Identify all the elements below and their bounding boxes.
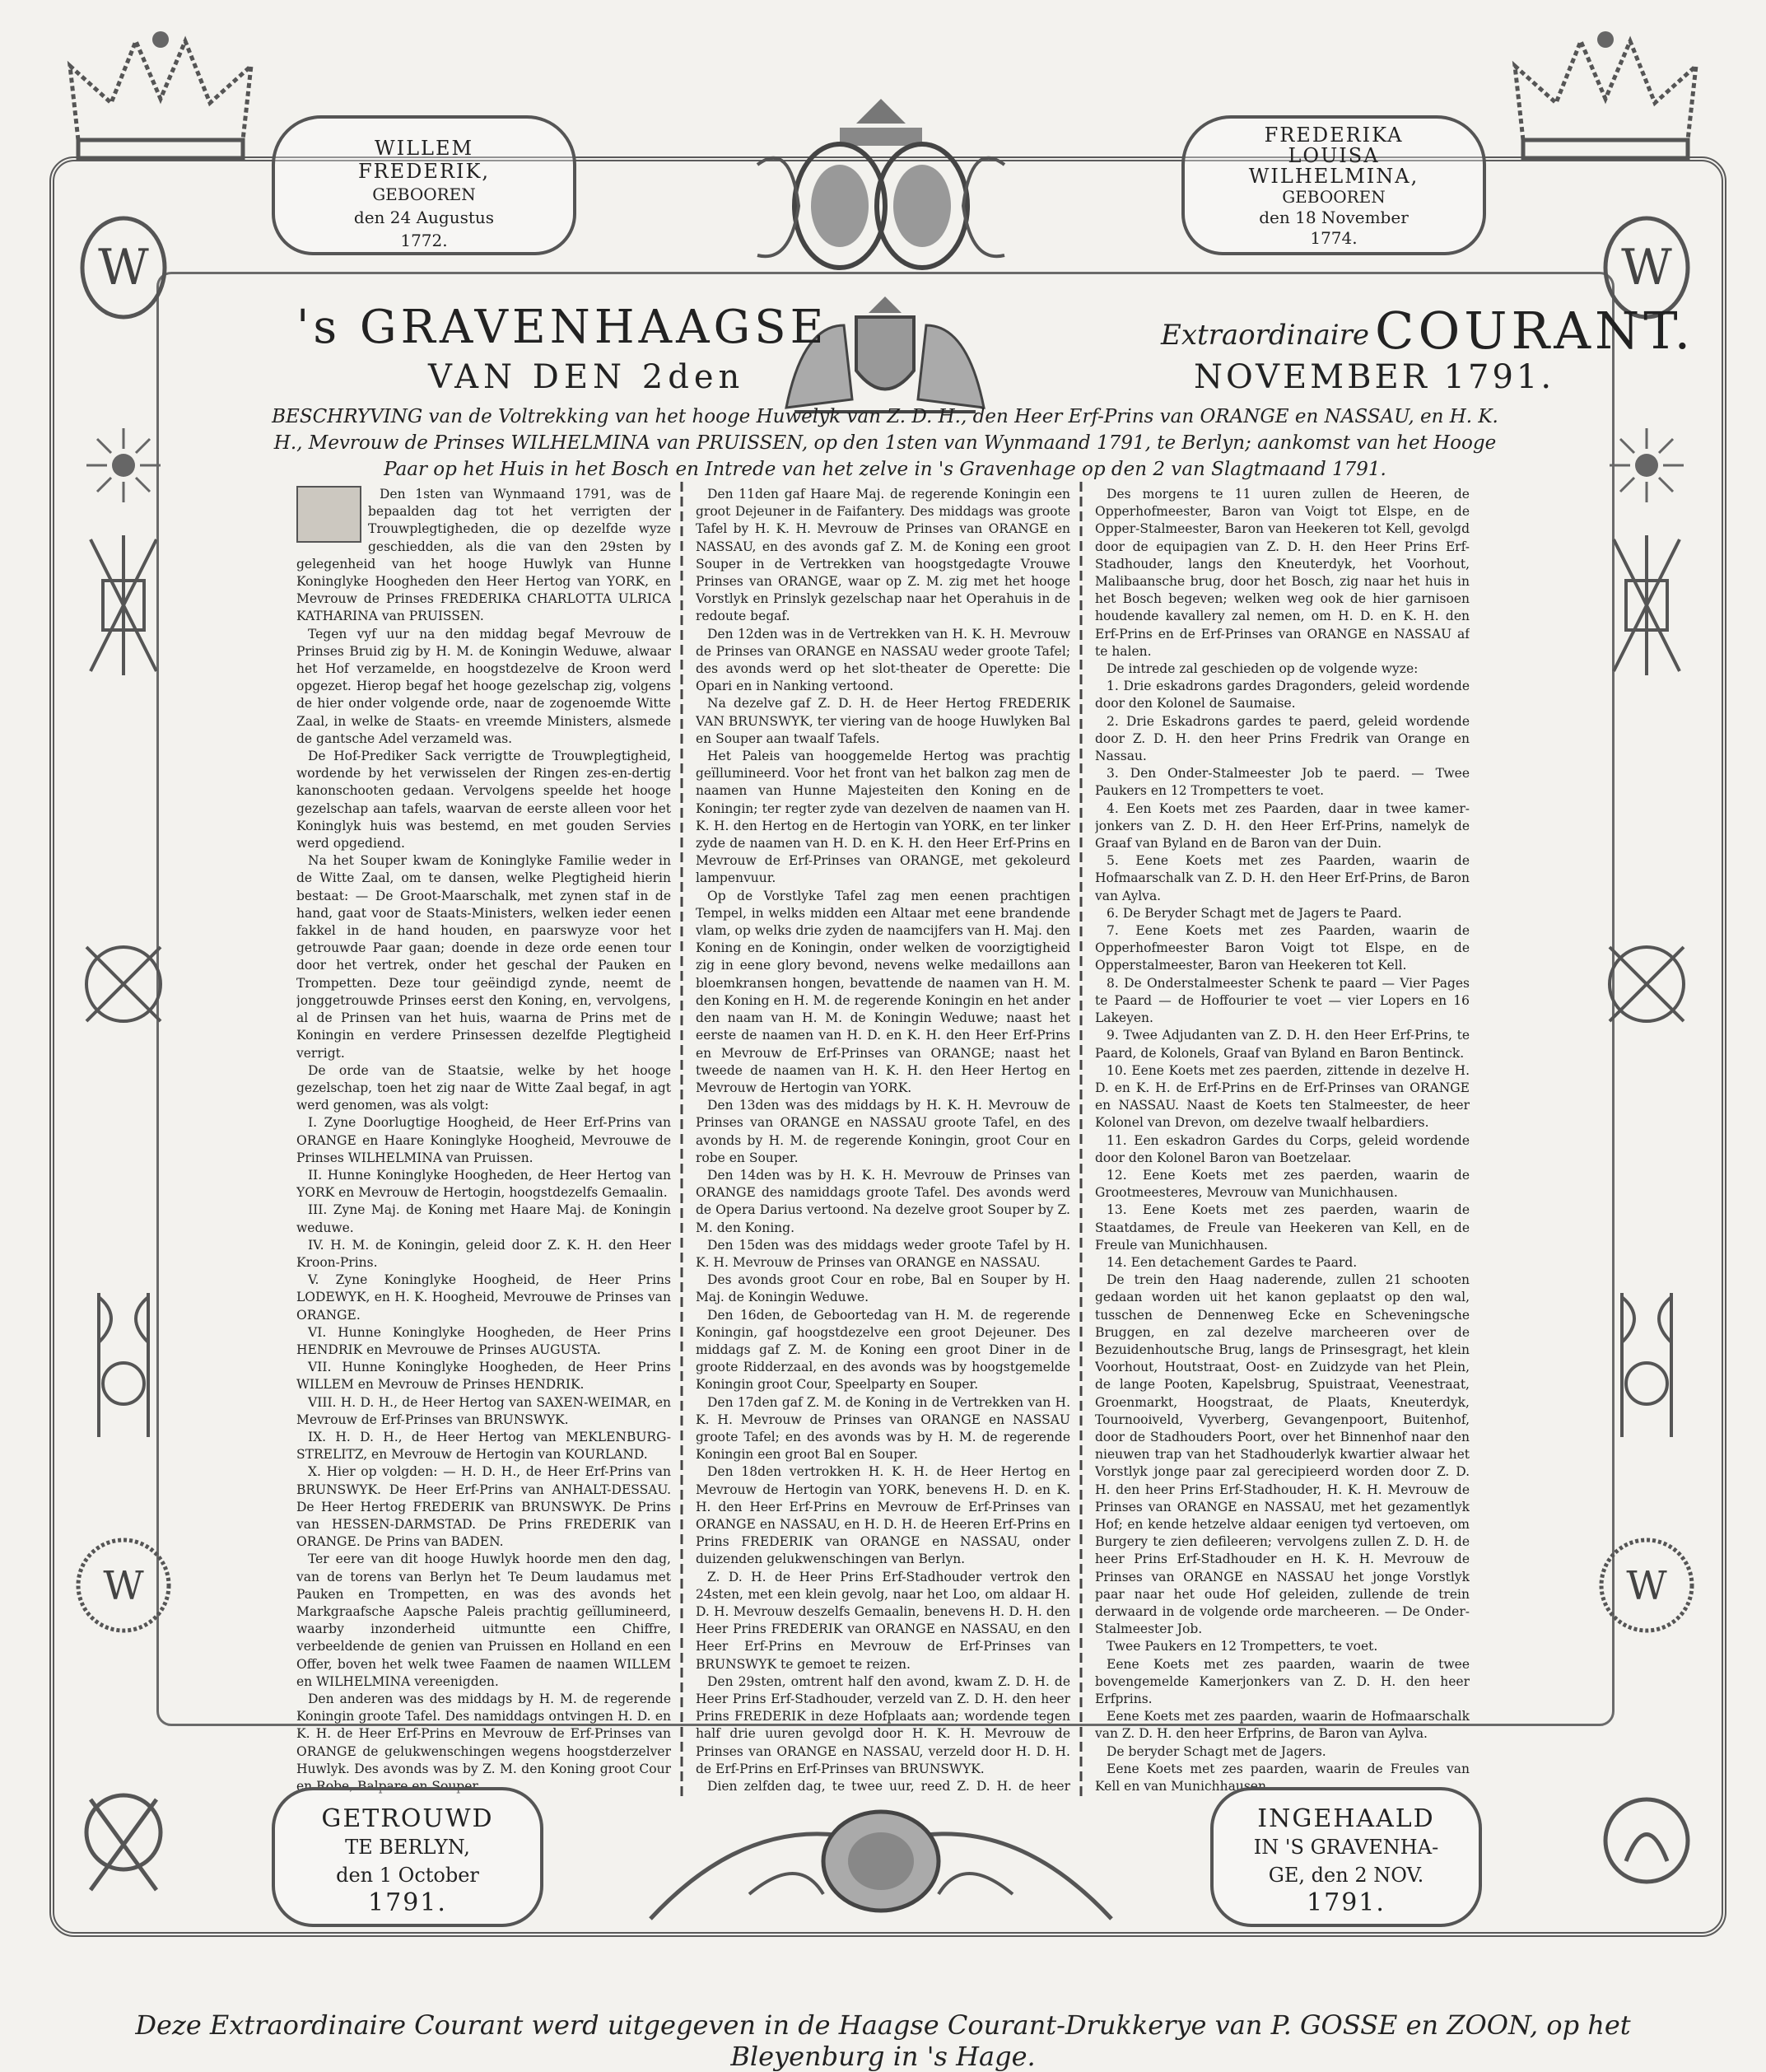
monogram-medallion-icon [70,1507,177,1664]
paragraph: VI. Hunne Koninglyke Hoogheden, de Heer Prins HENDRIK en Mevrouwe de Prinses AUGUSTA. [296,1324,671,1357]
column-paragraphs [696,486,1070,1795]
paragraph: 12. Eene Koets met zes paerden, waarin de Grootmeesteres, Mevrouw van Munichhausen. [1095,1167,1470,1201]
svg-text:W: W [1621,239,1672,296]
paragraph: 1. Drie eskadrons gardes Dragonders, geleid wordende door den Kolonel de Saumaise. [1095,679,1470,712]
sunburst-icon [1593,387,1700,544]
paragraph: IV. H. M. de Koningin, geleid door Z. K. H. den Heer Kroon-Prins. [296,1237,671,1270]
musical-trophy-icon [70,906,177,1062]
paragraph: X. Hier op volgden: — H. D. H., de Heer Erf-Prins van BRUNSWYK. De Heer Erf-Prins van ANHALT-DESSAU. De Heer Hertog FREDERIK van BRUNSWYK. De Prins van HESSEN-DARMSTAD. De Prins FREDERIK van ORANGE. De Prins van BADEN. [296,1464,671,1550]
paragraph: Den 15den was des middags weder groote Tafel by H. K. H. Mevrouw de Prinses van ORANGE en NASSAU. [696,1237,1070,1270]
cartouche-line: 1774. [1310,228,1358,248]
groom-cartouche [272,115,576,255]
paragraph: 10. Eene Koets met zes paerden, zittende in dezelve H. D. en K. H. de Erf-Prins en de Erf-Prinses van ORANGE en NASSAU. Naast de Koets ten Stalmeester, de heer Kolonel van Drevon, om dezelve twaalf helbardiers. [1095,1062,1470,1131]
paragraph: Den 18den vertrokken H. K. H. de Heer Hertog en Mevrouw de Hertogin van YORK, benevens H. D. en K. H. den Heer Erf-Prins en Mevrouw de Erf-Prinses van ORANGE en NASSAU, en H. D. H. de Heeren Erf-Prins en Prins FREDERIK van ORANGE en NASSAU, onder duizenden gelukwenschingen van Berlyn. [696,1464,1070,1567]
paragraph: Na dezelve gaf Z. D. H. de Heer Hertog FREDERIK VAN BRUNSWYK, ter viering van de hooge Huwlyken Bal en Souper aan twaalf Tafels. [696,696,1070,746]
paragraph: 4. Een Koets met zes Paarden, daar in twee kamer-jonkers van Z. D. H. den Heer Erf-Prins, namelyk de Graaf van Byland en de Baron van der Duin. [1095,800,1470,852]
cartouche-line: IN 'S GRAVENHA- [1253,1836,1439,1859]
cartouche-line: LOUISA [1288,144,1380,167]
paragraph: Dien zelfden dag, te twee uur, reed Z. D. H. de heer [707,1779,1070,1794]
paragraph: De orde van de Staatsie, welke by het hooge gezelschap, toen het zig naar de Witte Zaal begaf, in agt werd genomen, was als volgt: [296,1062,671,1113]
paragraph: Na het Souper kwam de Koninglyke Familie weder in de Witte Zaal, om te dansen, welke Plegtigheid hierin bestaat: — De Groot-Maarschalk, met zynen staf in de hand, gaat voor de Staats-Ministers, welken ieder eenen fakkel in de hand houden, en paarswyze voor het getrouwde Paar gaan; doende in deze orde eenen tour door het vertrek, onder het geschal der Pauken en Trompetten. Deze tour geëindigd zynde, neemt de jonggetrouwde Prinses eerst den Koning, en, vervolgens, al de Prinsen van het huis, waarna de Prins met de Koningin en verdere Prinsessen dezelfde Plegtigheid verrigt. [296,853,671,1061]
text-column-3 [1095,486,1470,1795]
cartouche-line: INGEHAALD [1257,1804,1435,1833]
cartouche-line: FREDERIK, [357,160,491,183]
paragraph: Den anderen was des middags by H. M. de regerende Koningin groote Tafel. Des namiddags ontvingen H. D. en K. H. de Heer Erf-Prins en Mevrouw de Erf-Prinses van ORANGE de gelukwenschingen wegens hoogstderzelver Huwlyk. Des avonds was by Z. M. den Koning groot Cour en Robe, Balpare en Souper. [296,1692,671,1794]
paragraph: Den 16den, de Geboortedag van H. M. de regerende Koningin, gaf hoogstdezelve een groot Dejeuner. Des middags gaf Z. M. de Koning een groot Diner in de groote Ridderzaal, en des avonds was by hoogstgemelde Koningin groot Cour, Speelparty en Souper. [696,1307,1070,1393]
flags-trophy-icon [70,1285,177,1441]
cartouche-line: WILHELMINA, [1248,165,1419,188]
masthead-title-left: 's GRAVENHAAGSE [296,301,828,354]
paragraph: Den 12den was in de Vertrekken van H. K. H. Mevrouw de Prinses van ORANGE en NASSAU weder groote Tafel; des avonds werd op het slot-theater de Operette: Die Opari en in Nanking vertoond. [696,626,1070,694]
svg-text:W: W [98,239,149,296]
paragraph: I. Zyne Doorlugtige Hoogheid, de Heer Erf-Prins van ORANGE en Haare Koninglyke Hoogheid, Mevrouwe de Prinses WILHELMINA van Pruissen. [296,1115,671,1165]
flags-trophy-icon [1593,1285,1700,1441]
paragraph: 14. Een detachement Gardes te Paard. [1107,1254,1358,1270]
column-divider [678,482,686,1799]
masthead-extraordinaire: Extraordinaire [1161,319,1369,352]
cartouche-line: 1791. [1307,1888,1386,1917]
paragraph: 13. Eene Koets met zes paerden, waarin de Staatdames, de Freule van Heekeren van Kell, en de Freule van Munichhausen. [1095,1202,1470,1253]
paragraph: De beryder Schagt met de Jagers. [1107,1743,1326,1759]
paragraph: Den 1sten van Wynmaand 1791, was de bepaalden dag tot het verrigten der Trouwplegtigheden, die op dezelfde wyze geschiedden, als die van den 29sten by gelegenheid van het hooge Huwlyk van Hunne Koninglyke Hoogheden den Heer Hertog van YORK, en Mevrouw de Prinses FREDERIKA CHARLOTTA ULRICA KATHARINA van PRUISSEN. [296,487,671,624]
coat-of-arms-icon [741,91,1021,296]
masthead-date-right: NOVEMBER 1791. [1194,358,1555,396]
paragraph: III. Zyne Maj. de Koning met Haare Maj. de Koningin weduwe. [296,1202,671,1235]
entry-cartouche [1210,1787,1482,1927]
paragraph: Eene Koets met zes paarden, waarin de Freules van Kell en van Munichhausen. [1095,1761,1470,1794]
cartouche-line: den 1 October [336,1864,479,1887]
paragraph: Ter eere van dit hooge Huwlyk hoorde men den dag, van de torens van Berlyn het Te Deum laudamus met Pauken en Trompetten, en was des avonds het Markgraafsche Aapsche Paleis prachtig geïllumineerd, waarby inzonderheid uitmuntte een Chiffre, verbeeldende de genien van Pruissen en Holland en een Offer, boven het welk twee Faamen de naamen WILLEM en WILHELMINA vereenigden. [296,1552,671,1689]
allegorical-ornament-icon [634,1771,1128,1935]
paragraph: 3. Den Onder-Stalmeester Job te paerd. — Twee Paukers en 12 Trompetters te voet. [1095,766,1470,799]
paragraph: Des morgens te 11 uuren zullen de Heeren, de Opperhofmeester, Baron van Voigt tot Elspe, en de Opper-Stalmeester, Baron van Heekeren tot Kell, gevolgd door de equipagien van Z. D. H. den Heer Prins Erf-Stadhouder, langs den Kneuterdyk, het Voorhout, Malibaansche brug, door het Bosch, zig naar het huis in het Bosch begeven; welken weg ook de hier garnisoen houdende kavallery zal nemen, om H. D. en K. H. den Erf-Prins en de Erf-Prinses van ORANGE en NASSAU af te halen. [1095,487,1470,659]
sunburst-icon [70,387,177,544]
svg-text:W: W [1626,1563,1667,1609]
cartouche-line: GEBOOREN [372,184,476,204]
paragraph: Op de Vorstlyke Tafel zag men eenen prachtigen Tempel, in welks midden een Altaar met eene brandende vlam, op welks drie zyden de naamcijfers van H. Maj. den Koning en de Koningin, onder welken de voorzigtigheid zig in eene glory bevond, nevens welke medaillons aan bloemkransen hongen, bevattende de naamen van H. M. den Koning en H. M. de regerende Koningin en het ander den naam van H. M. de Koningin Weduwe; naast het eerste de naamen van H. D. en K. H. den Heer Erf-Prins en Mevrouw de Erf-Prinses van ORANGE; naast het tweede de naamen van H. K. H. den Heer Hertog en Mevrouw de Hertogin van YORK. [696,888,1070,1095]
paragraph: 11. Een eskadron Gardes du Corps, geleid wordende door den Kolonel Baron van Boetzelaar. [1095,1132,1470,1165]
article-subtitle: BESCHRYVING van de Voltrekking van het hooge Huwelyk van Z. D. H., den Heer Erf-Prins van ORANGE en NASSAU, en H. K. H., Mevrouw de Prinses WILHELMINA van PRUISSEN, op den 1sten van Wynmaand 1791, te Berlyn; aankomst van het Hooge Paar op het Huis in het Bosch en Intrede van het zelve in 's Gravenhage op den 2 van Slagtmaand 1791. [272,406,1498,480]
crown-icon [1507,25,1704,165]
paragraph: IX. H. D. H., de Heer Hertog van MEKLENBURG-STRELITZ, en Mevrouw de Hertogin van KOURLAND. [296,1429,671,1463]
text-column-1 [296,486,671,1795]
paragraph: De trein den Haag naderende, zullen 21 schooten gedaan worden uit het kanon geplaatst op den wal, tusschen de Dennenweg Ecke en Scheveningsche Bruggen, en zal dezelve marcheeren over de Bezuidenhoutsche Brug, langs de Prinsesgragt, het klein Voorhout, Houtstraat, Oost- en Zuidzyde van het Plein, de lange Pooten, Kapelsbrug, Spuistraat, Veenestraat, Groenmarkt, Hoogstraat, de Plaats, Kneuterdyk, Tournooiveld, Vyverberg, Gevangenpoort, Buitenhof, door de Stadhouders Poort, over het Binnenhof naar den nieuwen trap van het Stadhouderlyk kwartier alwaar het Vorstlyk jonge paar zal gerecipieerd worden door Z. D. H. den heer Prins Erf-Stadhouder, H. K. H. Mevrouw de Prinses van ORANGE en NASSAU, met het gezamentlyk Hof; en kende hetzelve aldaar eenigen tyd vertoeven, om Burgery te zien defileeren; vervolgens zullen Z. D. H. de heer Prins Erf-Stadhouder en H. K. H. Mevrouw de Prinses van ORANGE en NASSAU het jonge Vorstlyk paar naar het oude Hof geleiden, zullende de trein derwaard in de volgende orde marcheeren. — De Onder-Stalmeester Job. [1095,1272,1470,1637]
monogram-w-icon [70,189,177,346]
cartouche-line: den 24 Augustus [353,208,495,227]
paragraph: 7. Eene Koets met zes Paarden, waarin de Opperhofmeester Baron Voigt tot Elspe, en de Opperstalmeester, Baron van Heekeren tot Kell. [1095,923,1470,973]
cartouche-line: den 18 November [1259,208,1409,227]
paragraph: 8. De Onderstalmeester Schenk te paard — Vier Pages te Paard — de Hoffourier te voet — vier Lopers en 16 Lakeyen. [1095,975,1470,1026]
column-paragraphs [1095,486,1470,1795]
paragraph: VII. Hunne Koninglyke Hoogheden, de Heer Prins WILLEM en Mevrouw de Prinses HENDRIK. [296,1360,671,1393]
paragraph: Twee Paukers en 12 Trompetters, te voet. [1107,1639,1378,1654]
trophy-of-arms-icon [1593,527,1700,684]
paragraph: 2. Drie Eskadrons gardes te paerd, geleid wordende door Z. D. H. den heer Prins Fredrik van Orange en Nassau. [1095,713,1470,764]
paragraph: Eene Koets met zes paarden, waarin de twee bovengemelde Kamerjonkers van Z. D. H. den heer Erfprins. [1095,1656,1470,1707]
column-divider [1077,482,1085,1799]
paragraph: Den 17den gaf Z. M. de Koning in de Vertrekken van H. K. H. Mevrouw de Prinses van ORANGE en NASSAU groote Tafel; en des avonds was by H. M. de regerende Koningin een groot Bal en Souper. [696,1394,1070,1463]
paragraph: Den 13den was des middags by H. K. H. Mevrouw de Prinses van ORANGE en NASSAU groote Tafel, en des avonds by H. M. de regerende Koningin, groot Cour en robe en Souper. [696,1098,1070,1165]
svg-text:W: W [103,1563,144,1609]
paragraph: Den 14den was by H. K. H. Mevrouw de Prinses van ORANGE des namiddags groote Tafel. Des avonds werd de Opera Darius vertoond. Na dezelve groot Souper by Z. M. den Koning. [696,1167,1070,1235]
cartouche-line: WILLEM [374,137,474,160]
paragraph: Den 11den gaf Haare Maj. de regerende Koningin een groot Dejeuner in de Faifantery. Des middags was groote Tafel by H. K. H. Mevrouw de Prinses van ORANGE en NASSAU, en des avonds gaf Z. M. de Koning een groot Souper in de Vertrekken van hoogstgedagte Vrouwe Prinses van ORANGE, waar op Z. M. zig met het hooge Vorstlyk en Prinslyk gezelschap naar het Operahuis in de redoute begaf. [696,487,1070,624]
cartouche-line: GETROUWD [321,1804,494,1833]
cartouche-line: FREDERIKA [1264,124,1404,147]
paragraph: Het Paleis van hooggemelde Hertog was prachtig geïllumineerd. Voor het front van het balkon zag men de naamen van Hunne Majesteiten den Koning en de Koningin; ter regter zyde van dezelven de naamen van H. K. H. den Hertog en de Hertogin van YORK, en ter linker zyde de naamen van H. D. en K. H. den Heer Erf-Prins en Mevrouw de Erf-Prinses van ORANGE, met gekoleurd lampenvuur. [696,749,1070,886]
cartouche-line: GE, den 2 NOV. [1268,1864,1424,1887]
paragraph: 5. Eene Koets met zes Paarden, waarin de Hofmaarschalk van Z. D. H. den Heer Erf-Prins, de Baron van Aylva. [1095,853,1470,903]
crown-icon [62,25,259,165]
masthead [181,301,1695,396]
printer-imprint: Deze Extraordinaire Courant werd uitgegeven in de Haagse Courant-Drukkerye van P. GOSSE en ZOON, op het Bleyenburg in 's Hage. [135,2009,1631,2072]
paragraph: Des avonds groot Cour en robe, Bal en Souper by H. Maj. de Koningin Weduwe. [696,1272,1070,1305]
text-column-2 [696,486,1070,1795]
cartouche-line: TE BERLYN, [345,1836,470,1859]
crossed-tools-icon [70,1762,177,1919]
monogram-medallion-icon [1593,1507,1700,1664]
cartouche-line: 1791. [368,1888,447,1917]
cartouche-line: 1772. [400,231,448,250]
column-paragraphs [296,486,671,1795]
paragraph: Tegen vyf uur na den middag begaf Mevrouw de Prinses Bruid zig by H. M. de Koningin Weduwe, alwaar het Hof verzamelde, en hoogstdezelve de Kroon werd opgezet. Hierop begaf het hooge gezelschap zig, volgens de hier onder volgende orde, naar de zogenoemde Witte Zaal, in welke de Staats- en vreemde Ministers, alsmede de gantsche Adel verzameld was. [296,626,671,746]
paragraph: II. Hunne Koninglyke Hoogheden, de Heer Hertog van YORK en Mevrouw de Hertogin, hoogstdezelfs Gemaalin. [296,1167,671,1201]
paragraph: Den 29sten, omtrent half den avond, kwam Z. D. H. de Heer Prins Erf-Stadhouder, verzeld van Z. D. H. den heer Prins FREDERIK in deze Hofplaats aan; wordende tegen half drie uuren gevolgd door H. K. H. Mevrouw de Prinses van ORANGE en NASSAU, verzeld door H. D. H. de Erf-Prins en Erf-Prinses van BRUNSWYK. [696,1673,1070,1776]
paragraph: Eene Koets met zes paarden, waarin de Hofmaarschalk van Z. D. H. den heer Erfprins, de Baron van Aylva. [1095,1709,1470,1742]
masthead-title-right: COURANT. [1375,301,1695,361]
paragraph: VIII. H. D. H., de Heer Hertog van SAXEN-WEIMAR, en Mevrouw de Erf-Prinses van BRUNSWYK. [296,1394,671,1427]
paragraph: De intrede zal geschieden op de volgende wyze: [1107,661,1419,677]
musical-trophy-icon [1593,906,1700,1062]
cartouche-line: GEBOOREN [1282,187,1386,207]
bride-cartouche [1181,115,1486,255]
paragraph: 9. Twee Adjudanten van Z. D. H. den Heer Erf-Prins, te Paard, de Kolonels, Graaf van Byland en Baron Bentinck. [1095,1028,1470,1061]
paragraph: 6. De Beryder Schagt met de Jagers te Paard. [1107,905,1402,921]
paragraph: Z. D. H. de Heer Prins Erf-Stadhouder vertrok den 24sten, met een klein gevolg, naar het Loo, om aldaar H. D. H. Mevrouw deszelfs Gemaalin, benevens H. D. H. den Heer Prins FREDERIK van ORANGE en NASSAU, en den Heer Erf-Prins en Mevrouw de Erf-Prinses van BRUNSWYK te gemoet te reizen. [696,1569,1070,1672]
marriage-cartouche [272,1787,543,1927]
decorated-initial-icon [296,486,361,543]
paragraph: V. Zyne Koninglyke Hoogheid, de Heer Prins LODEWYK, en H. K. Hoogheid, Mevrouwe de Prinses van ORANGE. [296,1272,671,1323]
paragraph: De Hof-Prediker Sack verrigtte de Trouwplegtigheid, wordende by het verwisselen der Ringen zes-en-dertig kanonschooten gedaan. Vervolgens speelde het hooge gezelschap aan tafels, waarvan de eerste alleen voor het Koninglyk huis was bestemd, en met gouden Servies werd opgediend. [296,749,671,852]
masthead-date-left: VAN DEN 2den [428,358,745,396]
allegory-medallion-icon [1593,1762,1700,1919]
trophy-of-arms-icon [70,527,177,684]
